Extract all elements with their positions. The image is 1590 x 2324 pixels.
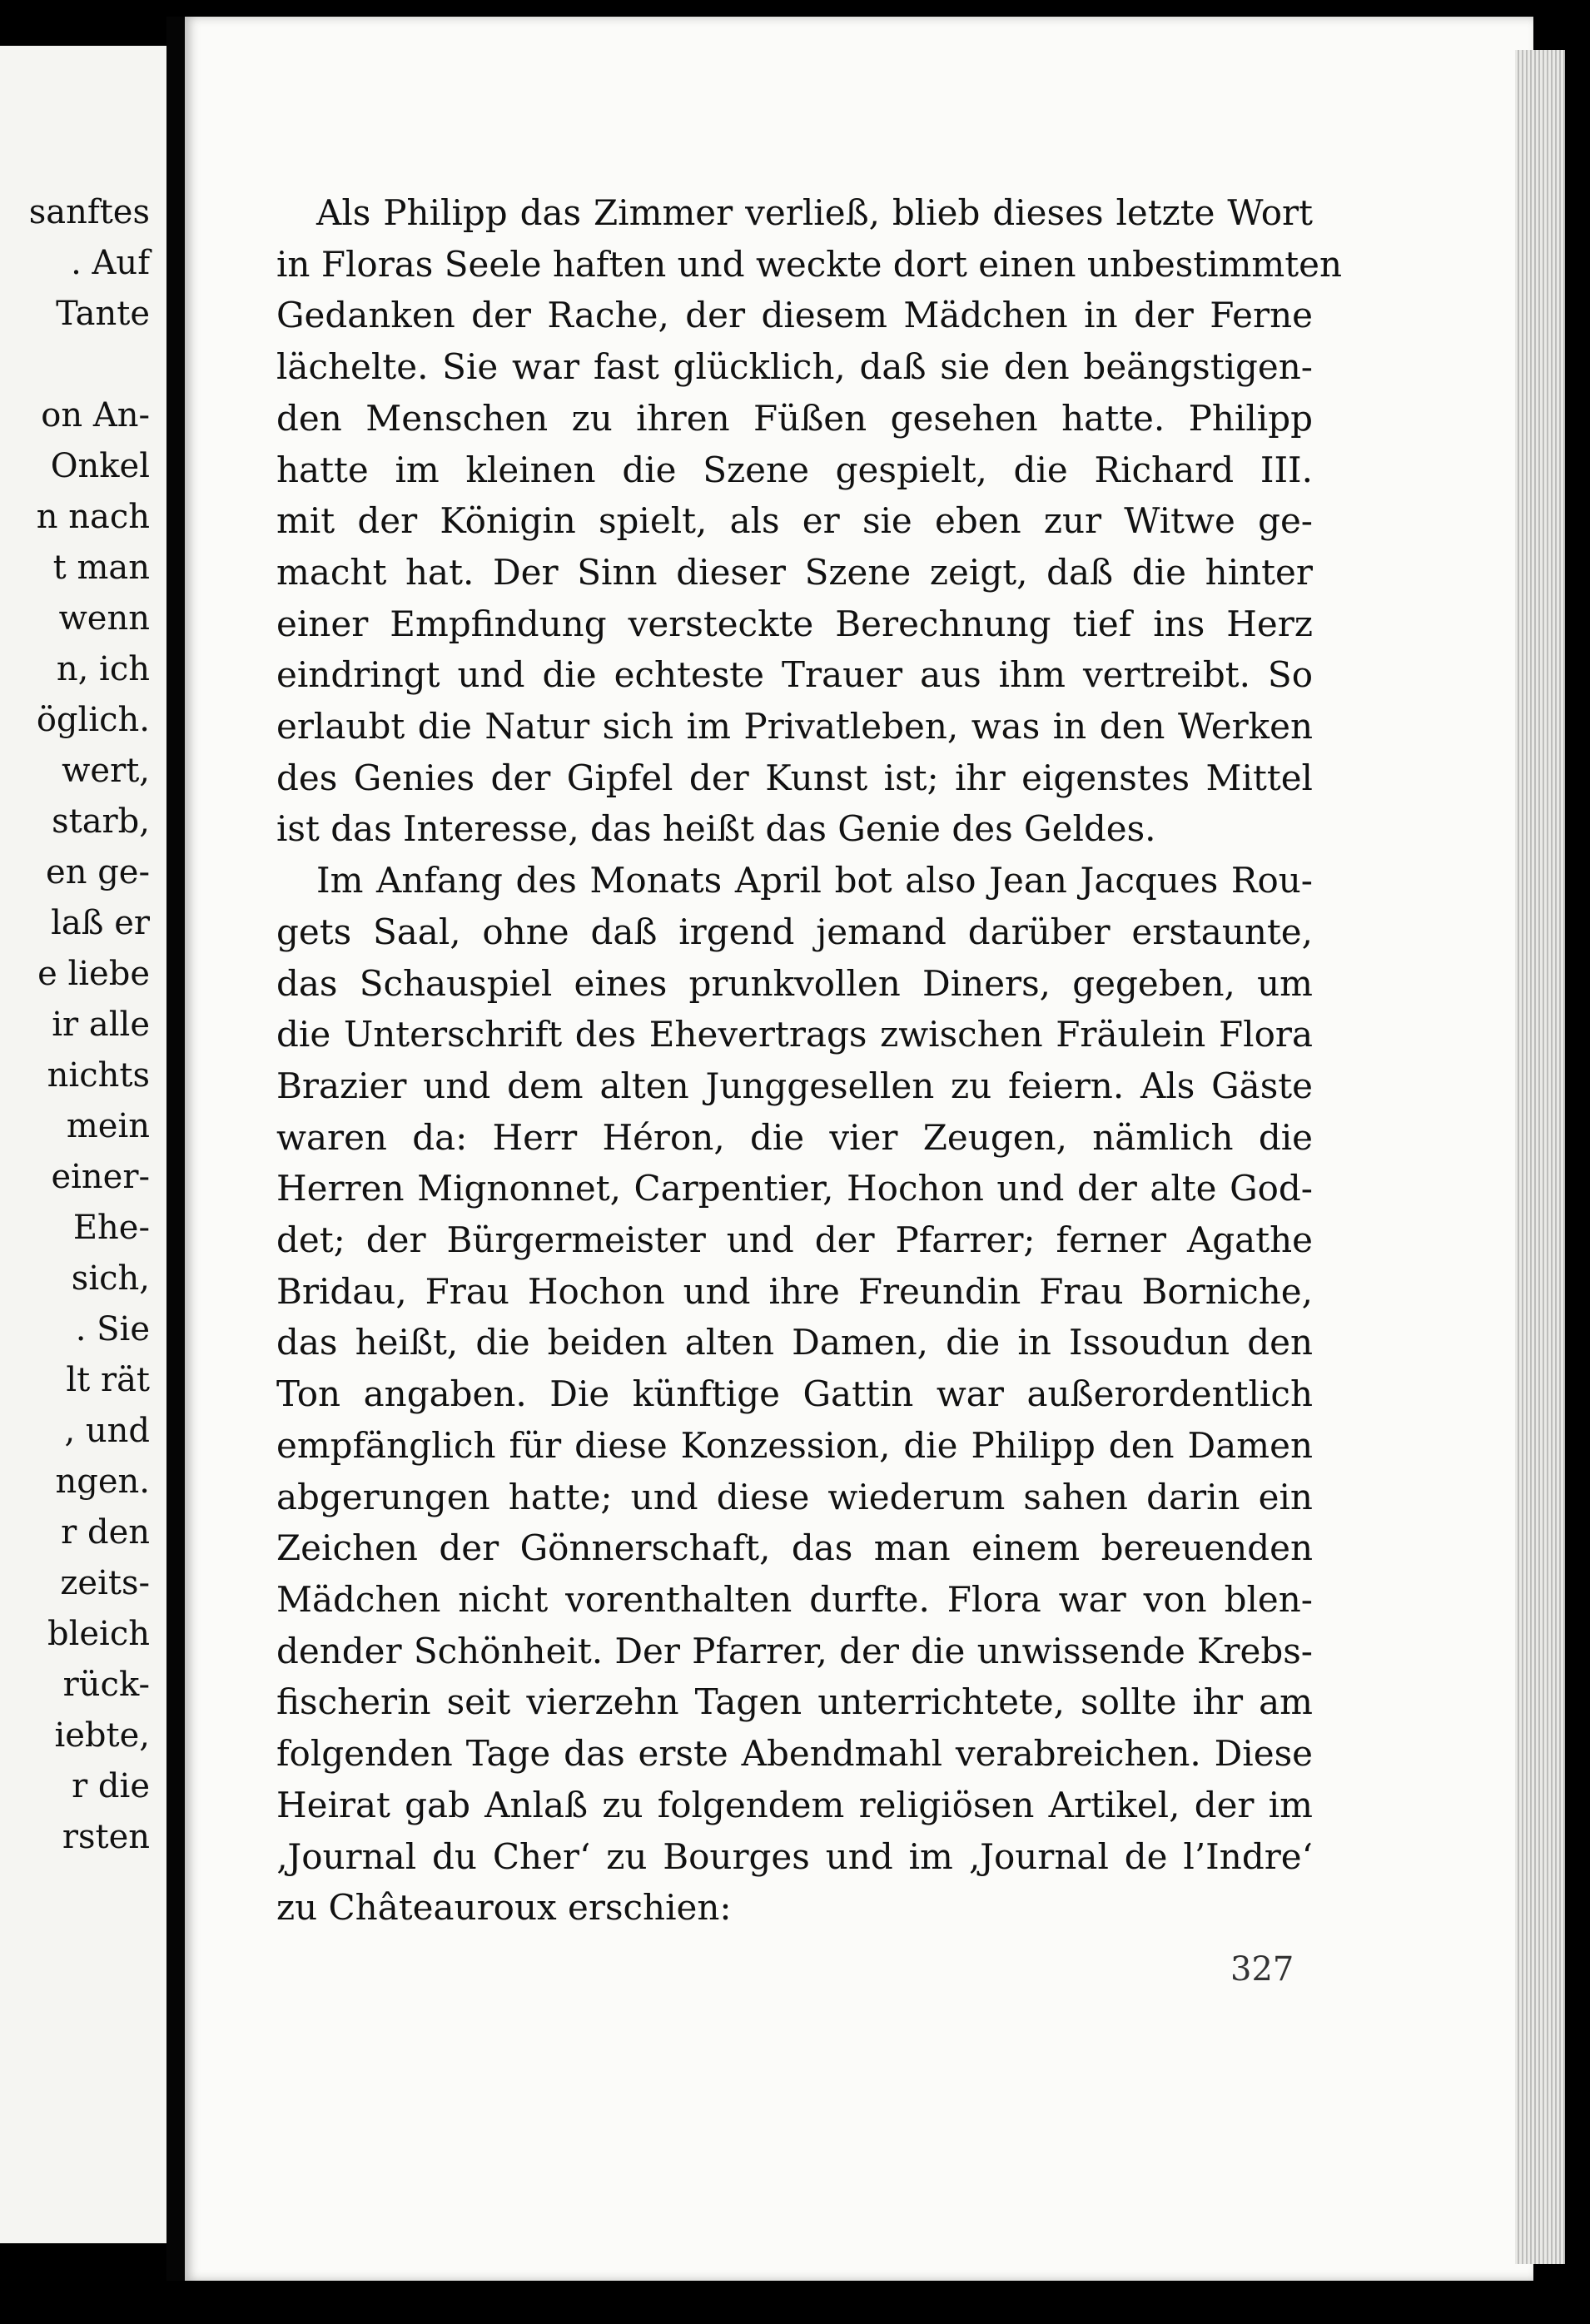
left-page-line: . Auf [71,244,150,282]
left-page-line: Tante [56,295,150,333]
text-line: dender Schönheit. Der Pfarrer, der die unwissende Krebs- [276,1630,1313,1671]
page-edges [1515,50,1565,2264]
text-line: empfänglich für diese Konzession, die Philipp den Damen [276,1424,1313,1466]
left-page-line: rück- [62,1666,150,1704]
text-line: die Unterschrift des Ehevertrags zwischen Fräulein Flora [276,1014,1313,1055]
text-line: das Schauspiel eines prunkvollen Diners, gegeben, um [276,962,1313,1004]
left-page-line: starb, [52,802,150,841]
left-page-line: iebte, [54,1716,150,1755]
left-page-line: bleich [47,1615,150,1653]
left-page-line: on An- [41,396,150,435]
left-page-line: r den [61,1513,150,1552]
text-line: mit der Königin spielt, als er sie eben zur Witwe ge- [276,500,1313,542]
text-line: ‚Journal du Cher‘ zu Bourges und im ‚Journal de l’Indre‘ [276,1835,1313,1877]
text-line: Gedanken der Rache, der diesem Mädchen in der Ferne [276,295,1313,336]
left-page-line: lt rät [66,1361,150,1399]
text-line: Im Anfang des Monats April bot also Jean Jacques Rou- [316,860,1313,901]
left-page-line: n nach [36,498,150,536]
text-line: das heißt, die beiden alten Damen, die in Issoudun den [276,1322,1313,1363]
text-line: hatte im kleinen die Szene gespielt, die Richard III. [276,449,1313,490]
left-page-line: t man [52,549,150,587]
left-page-line [29,340,150,390]
text-line: Mädchen nicht vorenthalten durfte. Flora war von blen- [276,1578,1313,1620]
text-line: ist das Interesse, das heißt das Genie des Geldes. [276,808,1156,850]
text-line: Zeichen der Gönnerschaft, das man einem bereuenden [276,1527,1313,1569]
left-page-line: öglich. [36,701,150,739]
left-page-text [29,187,150,1863]
text-line: waren da: Herr Héron, die vier Zeugen, nämlich die [276,1116,1313,1158]
left-page-line: wenn [58,599,150,638]
text-line: Als Philipp das Zimmer verließ, blieb dieses letzte Wort [316,192,1313,233]
left-page [0,46,169,2243]
left-page-line: einer- [51,1158,150,1196]
left-page-line: r die [72,1767,150,1805]
left-page-line: n, ich [56,650,150,688]
paragraph-1 [276,187,1343,855]
text-line: folgenden Tage das erste Abendmahl verabreichen. Diese [276,1733,1313,1775]
text-line: Ton angaben. Die künftige Gattin war außerordentlich [276,1373,1313,1415]
text-line: det; der Bürgermeister und der Pfarrer; ferner Agathe [276,1219,1313,1261]
text-line: erlaubt die Natur sich im Privatleben, was in den Werken [276,706,1313,747]
text-line: einer Empfindung versteckte Berechnung tief ins Herz [276,603,1313,644]
text-line: abgerungen hatte; und diese wiederum sahen darin ein [276,1476,1313,1517]
left-page-line: nichts [47,1056,150,1095]
left-page-line: wert, [62,752,150,790]
text-line: eindringt und die echteste Trauer aus ihm vertreibt. So [276,654,1313,696]
text-line: Herren Mignonnet, Carpentier, Hochon und der alte God- [276,1168,1313,1209]
left-page-line: zeits- [60,1564,150,1602]
left-page-line: ir alle [52,1006,150,1044]
text-line: Brazier und dem alten Junggesellen zu feiern. Als Gäste [276,1065,1313,1106]
left-page-line: sanftes [28,193,150,231]
text-line: zu Châteauroux erschien: [276,1887,732,1929]
paragraph-2 [276,855,1313,1934]
text-line: in Floras Seele haften und weckte dort einen unbestimmten [276,243,1343,285]
left-page-line: en ge- [46,853,150,891]
text-line: macht hat. Der Sinn dieser Szene zeigt, daß die hinter [276,551,1313,593]
text-line: Bridau, Frau Hochon und ihre Freundin Frau Borniche, [276,1270,1313,1312]
left-page-line: sich, [71,1259,150,1298]
text-line: des Genies der Gipfel der Kunst ist; ihr eigenstes Mittel [276,757,1313,798]
left-page-line: e liebe [37,955,150,993]
left-page-line: ngen. [55,1462,150,1501]
text-line: gets Saal, ohne daß irgend jemand darüber erstaunte, [276,911,1313,952]
left-page-line: Onkel [50,447,150,485]
left-page-line: mein [66,1107,150,1145]
text-line: lächelte. Sie war fast glücklich, daß sie den beängstigen- [276,346,1313,388]
left-page-line: . Sie [75,1310,150,1348]
left-page-line: rsten [62,1818,150,1856]
text-line: fischerin seit vierzehn Tagen unterrichtete, sollte ihr am [276,1681,1313,1723]
text-line: Heirat gab Anlaß zu folgendem religiösen Artikel, der im [276,1784,1313,1825]
page-number: 327 [1230,1950,1294,1989]
body-text [276,187,1343,1934]
text-line: den Menschen zu ihren Füßen gesehen hatte. Philipp [276,397,1313,439]
left-page-line: , und [64,1412,150,1450]
left-page-line: laß er [51,904,150,942]
left-page-line: Ehe- [72,1209,150,1247]
